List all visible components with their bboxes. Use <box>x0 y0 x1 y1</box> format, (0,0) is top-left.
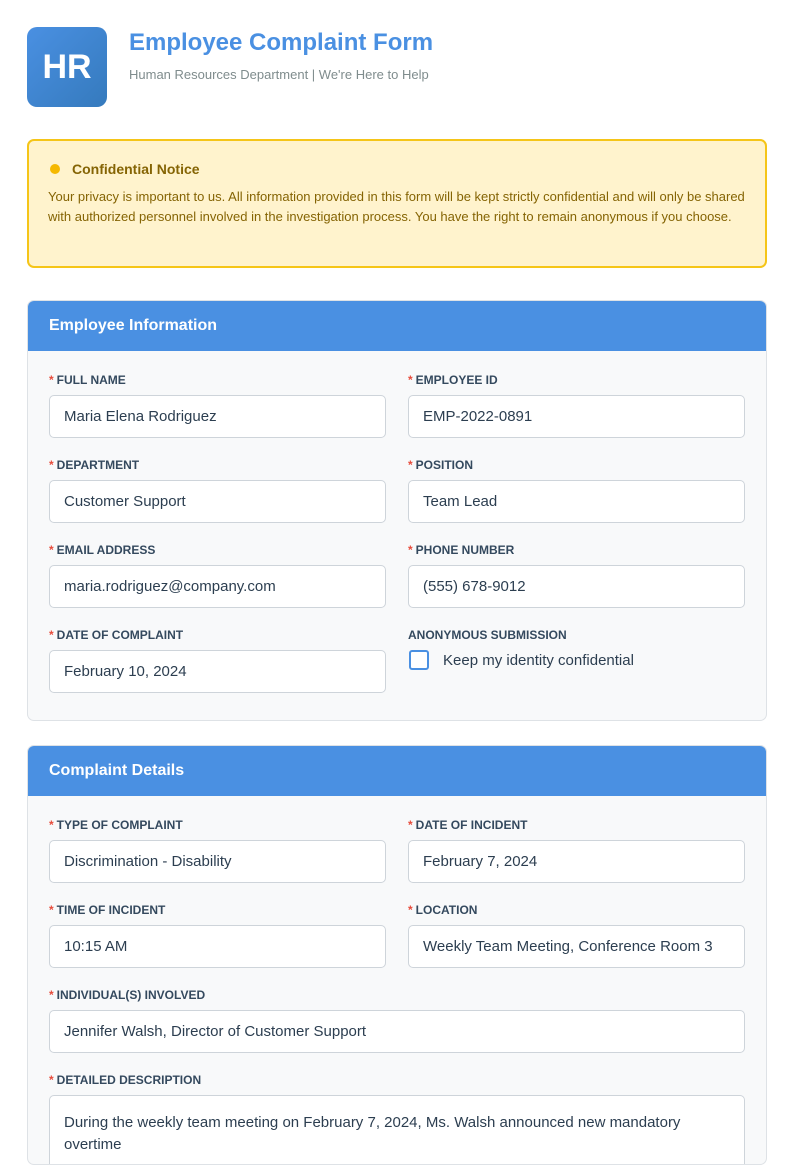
required-icon: * <box>408 373 413 387</box>
required-icon: * <box>49 1073 54 1087</box>
page-subtitle: Human Resources Department | We're Here to Help <box>129 67 429 82</box>
field-label: DEPARTMENT <box>56 458 140 472</box>
field-label: TIME OF INCIDENT <box>56 903 166 917</box>
notice-dot-icon <box>50 164 60 174</box>
incident-time-input[interactable]: 10:15 AM <box>49 925 386 968</box>
hr-logo: HR <box>27 27 107 107</box>
complaint-details-section <box>27 745 767 1165</box>
required-icon: * <box>408 543 413 557</box>
required-icon: * <box>49 628 54 642</box>
required-icon: * <box>49 543 54 557</box>
description-textarea[interactable]: During the weekly team meeting on February 7, 2024, Ms. Walsh announced new mandatory overtime <box>49 1095 745 1165</box>
phone-input[interactable]: (555) 678-9012 <box>408 565 745 608</box>
checkbox-icon[interactable] <box>409 650 429 670</box>
complaint-date-input[interactable]: February 10, 2024 <box>49 650 386 693</box>
required-icon: * <box>408 903 413 917</box>
notice-text: Your privacy is important to us. All information provided in this form will be kept strictly confidential and will only be shared with authorized personnel involved in the investigation process. You have the right to remain anonymous if you choose. <box>48 189 745 224</box>
anonymous-checkbox[interactable] <box>408 650 745 670</box>
email-input[interactable]: maria.rodriguez@company.com <box>49 565 386 608</box>
field-label: LOCATION <box>415 903 478 917</box>
full-name-input[interactable]: Maria Elena Rodriguez <box>49 395 386 438</box>
field-label: INDIVIDUAL(S) INVOLVED <box>56 988 206 1002</box>
required-icon: * <box>408 458 413 472</box>
required-icon: * <box>49 373 54 387</box>
confidential-notice <box>27 139 767 268</box>
field-label: FULL NAME <box>56 373 126 387</box>
field-label: EMPLOYEE ID <box>415 373 498 387</box>
checkbox-label: Keep my identity confidential <box>443 651 634 669</box>
required-icon: * <box>49 458 54 472</box>
notice-title: Confidential Notice <box>72 161 200 177</box>
field-label: EMAIL ADDRESS <box>56 543 156 557</box>
location-input[interactable]: Weekly Team Meeting, Conference Room 3 <box>408 925 745 968</box>
section-title: Employee Information <box>28 301 766 351</box>
required-icon: * <box>49 903 54 917</box>
field-label: POSITION <box>415 458 474 472</box>
position-input[interactable]: Team Lead <box>408 480 745 523</box>
complaint-type-select[interactable]: Discrimination - Disability <box>49 840 386 883</box>
field-label: TYPE OF COMPLAINT <box>56 818 183 832</box>
department-input[interactable]: Customer Support <box>49 480 386 523</box>
employee-id-input[interactable]: EMP-2022-0891 <box>408 395 745 438</box>
incident-date-input[interactable]: February 7, 2024 <box>408 840 745 883</box>
field-label: DETAILED DESCRIPTION <box>56 1073 202 1087</box>
page-title: Employee Complaint Form <box>129 29 434 56</box>
required-icon: * <box>49 818 54 832</box>
individuals-involved-input[interactable]: Jennifer Walsh, Director of Customer Support <box>49 1010 745 1053</box>
required-icon: * <box>408 818 413 832</box>
field-label: DATE OF INCIDENT <box>415 818 528 832</box>
section-title: Complaint Details <box>28 746 766 796</box>
field-label: DATE OF COMPLAINT <box>56 628 184 642</box>
required-icon: * <box>49 988 54 1002</box>
field-label: ANONYMOUS SUBMISSION <box>408 628 567 642</box>
field-label: PHONE NUMBER <box>415 543 515 557</box>
employee-information-section <box>27 300 767 721</box>
